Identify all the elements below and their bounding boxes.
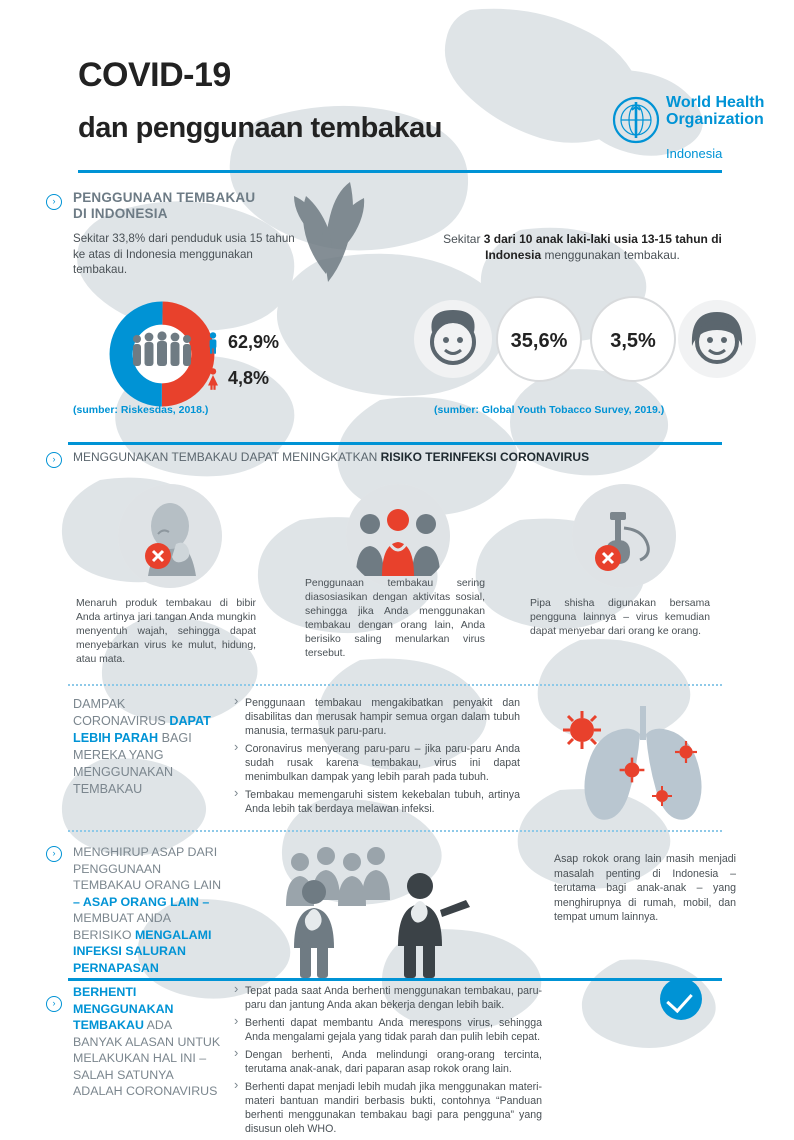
section2-column3-text: Pipa shisha digunakan bersama pengguna lainnya – virus kemudian dapat menyebar dari orang ke orang. [530, 598, 710, 637]
page-title: COVID-19 [78, 56, 231, 94]
tobacco-leaf-icon [290, 178, 370, 286]
list-item: › Berhenti dapat menjadi lebih mudah jika menggunakan materi-materi bantuan mandiri berbasis bukti, contohnya “Panduan berhenti menggunakan tembakau bagi para pengguna” yang disusun oleh WHO. [245, 1080, 542, 1136]
male-percentage: 62,9% [228, 332, 280, 352]
list-item: › Berhenti dapat membantu Anda merespons virus, sehingga Anda mengalami gejala yang tidak parah dan pulih lebih cepat. [245, 1016, 542, 1044]
who-wordmark: World Health Organization [666, 94, 765, 128]
divider-section5 [68, 978, 722, 981]
header [0, 0, 794, 172]
section1-right-text: Sekitar 3 dari 10 anak laki-laki usia 13-15 tahun di Indonesia menggunakan tembakau. [443, 232, 722, 262]
list-item: › Coronavirus menyerang paru-paru – jika paru-paru Anda sudah rusak karena tembakau, virus ini dapat menimbulkan dampak yang lebih parah pada tubuh. [245, 742, 520, 784]
list-item: › Tembakau memengaruhi sistem kekebalan tubuh, artinya Anda lebih tak berdaya melawan infeksi. [245, 788, 520, 816]
male-icon [206, 332, 220, 354]
section2-column2-text: Penggunaan tembakau sering diasosiasikan dengan aktivitas sosial, sehingga jika Anda menggunakan tembakau dengan orang lain, Anda berisiko saling menularkan virus tersebut. [305, 578, 485, 659]
divider-section2 [68, 442, 722, 445]
section2-bullet-icon: › [46, 452, 62, 468]
photo-shisha-pipe [572, 484, 676, 588]
section2-column1-text: Menaruh produk tembakau di bibir Anda artinya jari tangan Anda mungkin menyentuh wajah, sehingga dapat menyebarkan virus ke mulut, hidung, atau mata. [76, 598, 256, 665]
who-country-label: Indonesia [666, 146, 723, 161]
section1-body: Sekitar 33,8% dari penduduk usia 15 tahun ke atas di Indonesia menggunakan tembakau. [73, 232, 295, 276]
section1-source: (sumber: Riskesdas, 2018.) [73, 404, 209, 416]
section4-bullet-icon: › [46, 846, 62, 862]
section3-bullets [232, 696, 520, 820]
section3-title: DAMPAK CORONAVIRUS DAPAT LEBIH PARAH BAGI MEREKA YANG MENGGUNAKAN TEMBAKAU [73, 697, 211, 796]
boy-stat-circle [496, 296, 582, 382]
section4-title: MENGHIRUP ASAP DARI PENGGUNAAN TEMBAKAU ORANG LAIN – ASAP ORANG LAIN – MEMBUAT ANDA BERISIKO MENGALAMI INFEKSI SALURAN PERNAPASAN [73, 845, 222, 975]
female-percentage: 4,8% [228, 368, 270, 388]
section1-heading: PENGGUNAAN TEMBAKAU DI INDONESIA [73, 190, 256, 221]
section1-bullet-icon: › [46, 194, 62, 210]
boy-stat-value: 35,6% [510, 330, 568, 352]
who-emblem-icon [612, 96, 660, 144]
people-group-icon [130, 330, 194, 370]
photo-hand-to-mouth [118, 484, 222, 588]
who-logo [612, 94, 777, 161]
section1-right-source: (sumber: Global Youth Tobacco Survey, 2019.) [434, 404, 665, 416]
list-item: › Tepat pada saat Anda berhenti menggunakan tembakau, paru-paru dan jantung Anda akan bekerja dengan lebih baik. [245, 984, 542, 1012]
section5-bullet-icon: › [46, 996, 62, 1012]
divider-section4 [68, 830, 722, 832]
section2-heading: MENGGUNAKAN TEMBAKAU DAPAT MENINGKATKAN RISIKO TERINFEKSI CORONAVIRUS [73, 450, 590, 464]
divider-top [78, 170, 722, 173]
girl-avatar [678, 300, 756, 378]
girl-stat-value: 3,5% [610, 330, 656, 352]
secondhand-smoke-crowd-illustration [270, 840, 515, 980]
girl-face-icon [678, 300, 756, 378]
photo-social-smoking [346, 484, 450, 588]
list-item: › Dengan berhenti, Anda melindungi orang-orang tercinta, terutama anak-anak, dari paparan asap rokok orang lain. [245, 1048, 542, 1076]
checkmark-icon [660, 978, 702, 1020]
section4-text: Asap rokok orang lain masih menjadi masalah penting di Indonesia – terutama bagi anak-anak – yang menghirupnya di rumah, mobil, dan tempat umum lainnya. [554, 853, 736, 923]
page-subtitle: dan penggunaan tembakau [78, 112, 442, 144]
boy-face-icon [414, 300, 492, 378]
boy-avatar [414, 300, 492, 378]
section5-title: BERHENTI MENGGUNAKAN TEMBAKAU ADA BANYAK ALASAN UNTUK MELAKUKAN HAL INI – SALAH SATUNYA ADALAH CORONAVIRUS [73, 985, 221, 1098]
female-icon [206, 368, 220, 390]
lungs-with-virus-illustration [540, 686, 750, 826]
list-item: › Penggunaan tembakau mengakibatkan penyakit dan disabilitas dan merusak hampir semua organ dalam tubuh manusia, termasuk paru-paru. [245, 696, 520, 738]
girl-stat-circle [590, 296, 676, 382]
section5-bullets [232, 984, 542, 1140]
